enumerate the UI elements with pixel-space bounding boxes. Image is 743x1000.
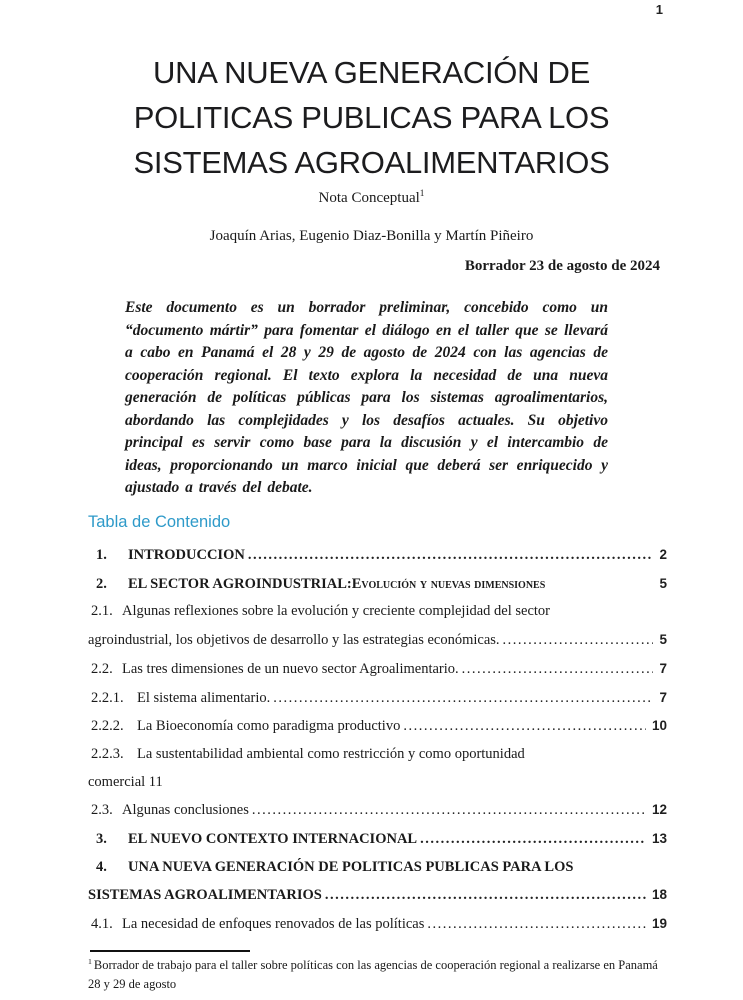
toc-leader-dots bbox=[403, 713, 646, 741]
toc-entry[interactable] bbox=[88, 825, 667, 854]
toc-entry[interactable] bbox=[88, 910, 667, 939]
toc-page-number: 2 bbox=[659, 547, 667, 562]
toc-entry[interactable] bbox=[88, 854, 667, 882]
toc-entry[interactable] bbox=[88, 626, 667, 655]
toc-entry-text: Algunas conclusiones bbox=[122, 802, 249, 819]
toc-page-number: 7 bbox=[659, 689, 667, 705]
toc-entry[interactable] bbox=[88, 796, 667, 825]
toc-entry-text: EL SECTOR AGROINDUSTRIAL: bbox=[128, 575, 352, 592]
toc-entry-text: Las tres dimensiones de un nuevo sector Agroalimentario. bbox=[122, 660, 459, 677]
toc-page-number: 10 bbox=[651, 718, 667, 734]
toc-entry-number: 4. bbox=[96, 858, 107, 875]
toc-leader-dots bbox=[273, 685, 653, 713]
toc-page-number: 18 bbox=[651, 887, 667, 903]
toc-entry[interactable] bbox=[88, 712, 667, 741]
toc-leader-dots bbox=[427, 911, 646, 939]
toc-entry[interactable] bbox=[88, 655, 667, 684]
toc-heading: Tabla de Contenido bbox=[88, 513, 231, 531]
toc-entry[interactable] bbox=[88, 598, 667, 626]
toc-entry[interactable] bbox=[88, 541, 667, 570]
document-title bbox=[40, 50, 703, 185]
toc-page-number: 7 bbox=[659, 660, 667, 676]
toc-entry-text: UNA NUEVA GENERACIÓN DE POLITICAS PUBLICAS PARA LOS bbox=[128, 858, 574, 875]
toc-entry-text-smallcaps: Evolución y nuevas dimensiones bbox=[351, 575, 546, 592]
toc-entry-text: El sistema alimentario. bbox=[137, 689, 271, 706]
subtitle bbox=[0, 190, 743, 207]
toc-entry-text: La necesidad de enfoques renovados de las políticas bbox=[122, 916, 425, 933]
toc-entry-number: 2.2.1. bbox=[91, 689, 124, 706]
toc-entry-text: Algunas reflexiones sobre la evolución y creciente complejidad del sector bbox=[122, 603, 550, 620]
toc-entry-number: 2.1. bbox=[91, 603, 113, 620]
toc-entry[interactable] bbox=[88, 684, 667, 713]
toc-entry-number: 3. bbox=[96, 831, 107, 848]
document-title-line: POLITICAS PUBLICAS PARA LOS bbox=[133, 100, 610, 135]
toc-entry-number: 2.2.2. bbox=[91, 718, 124, 735]
toc-entry-number: 2.3. bbox=[91, 802, 113, 819]
toc-entry[interactable] bbox=[88, 570, 667, 599]
toc-list bbox=[88, 541, 667, 939]
toc-leader-dots bbox=[325, 882, 646, 910]
abstract-paragraph: Este documento es un borrador preliminar, concebido como un “documento mártir” para fomentar el diálogo en el taller que se llevará a cabo en Panamá el 28 y 29 de agosto de 2024 con las agencias de cooperación regional. El texto explora la necesidad de una nueva generación de políticas públicas para los sistemas agroalimentarios, abordando las complejidades y los desafíos actuales. Su objetivo principal es servir como base para la discusión y el intercambio de ideas, proporcionando un marco inicial que deberá ser enriquecido y ajustado a través del debate. bbox=[125, 299, 608, 496]
toc-entry-number: 4.1. bbox=[91, 916, 113, 933]
toc-leader-dots bbox=[420, 826, 646, 854]
footnote-ref: 1 bbox=[88, 956, 92, 966]
toc-page-number: 12 bbox=[651, 802, 667, 818]
toc-leader-dots bbox=[462, 656, 654, 684]
toc-entry-text: comercial 11 bbox=[88, 773, 163, 790]
subtitle-text: Nota Conceptual bbox=[318, 190, 420, 206]
footnote-reference-mark[interactable]: 1 bbox=[419, 189, 425, 199]
toc-entry-text: La Bioeconomía como paradigma productivo bbox=[137, 718, 401, 735]
toc-page-number: 5 bbox=[659, 632, 667, 648]
toc-leader-dots bbox=[248, 542, 654, 570]
toc-entry-text: agroindustrial, los objetivos de desarrollo y las estrategias económicas. bbox=[88, 632, 500, 649]
toc-entry-text: SISTEMAS AGROALIMENTARIOS bbox=[88, 887, 322, 904]
footnote-separator bbox=[90, 950, 250, 952]
authors-line: Joaquín Arias, Eugenio Diaz-Bonilla y Martín Piñeiro bbox=[209, 228, 534, 244]
toc-entry[interactable] bbox=[88, 881, 667, 910]
toc-entry-number: 2. bbox=[96, 575, 107, 592]
document-title-line: UNA NUEVA GENERACIÓN DE bbox=[153, 55, 590, 90]
toc-page-number: 13 bbox=[651, 831, 667, 847]
draft-date: Borrador 23 de agosto de 2024 bbox=[464, 258, 660, 274]
toc-entry-number: 1. bbox=[96, 547, 107, 563]
document-title-line: SISTEMAS AGROALIMENTARIOS bbox=[133, 145, 610, 180]
toc-entry-text: INTRODUCCION bbox=[128, 547, 245, 563]
toc-entry[interactable] bbox=[88, 741, 667, 769]
toc-entry-number: 2.2. bbox=[91, 660, 113, 677]
page-number: 1 bbox=[655, 2, 663, 17]
toc-page-number: 5 bbox=[659, 575, 667, 591]
toc-page-number: 19 bbox=[651, 916, 667, 932]
toc-entry[interactable] bbox=[88, 769, 667, 797]
toc-entry-number: 2.2.3. bbox=[91, 745, 124, 762]
toc-entry-text: EL NUEVO CONTEXTO INTERNACIONAL bbox=[128, 831, 418, 848]
footnote-text: Borrador de trabajo para el taller sobre políticas con las agencias de cooperación regional a realizarse en Panamá 28 y 29 de agosto bbox=[88, 958, 658, 991]
toc-leader-dots bbox=[503, 627, 654, 655]
footnote bbox=[88, 956, 665, 994]
toc-leader-dots bbox=[252, 797, 646, 825]
toc-entry-text: La sustentabilidad ambiental como restricción y como oportunidad bbox=[137, 745, 525, 762]
